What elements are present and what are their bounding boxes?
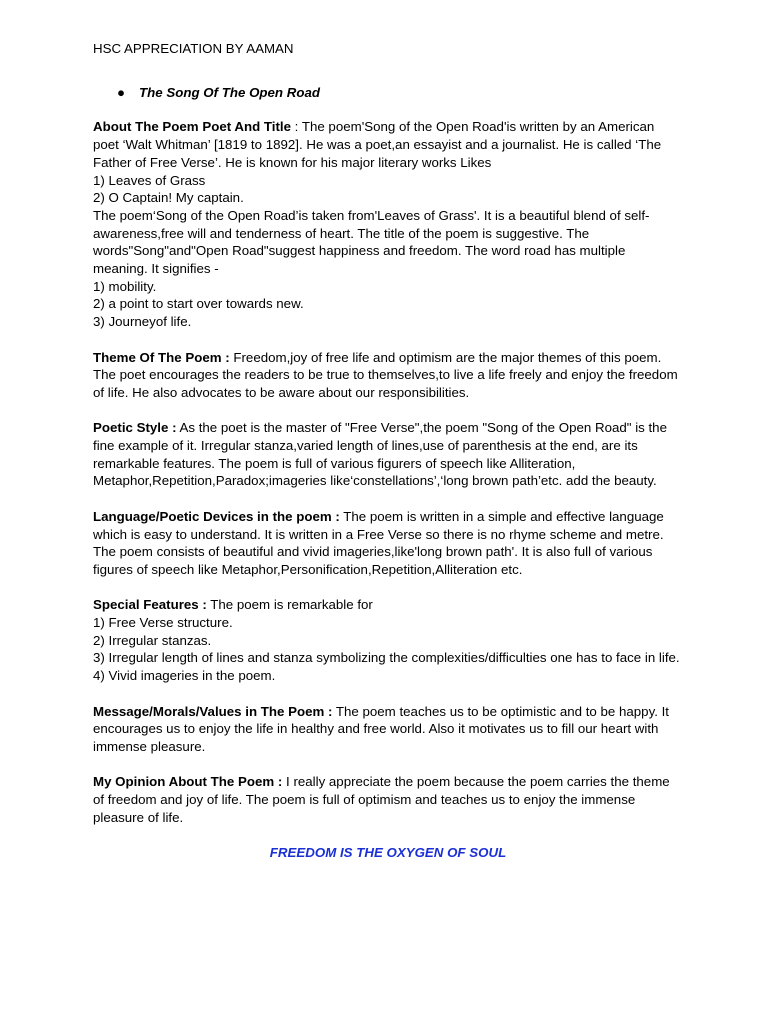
theme-text: Freedom,joy of free life and optimism are the major themes of this poem. The poet encourages the readers to be true to themselves,to live a life freely and enjoy the freedom of life. He also advocates to be aware about our responsibilities.	[93, 349, 678, 400]
features-section	[93, 596, 683, 685]
poem-title: The Song Of The Open Road	[139, 84, 320, 100]
works-item: 2) O Captain! My captain.	[93, 190, 244, 206]
meaning-item: 1) mobility.	[93, 278, 157, 294]
about-text-2: The poem‘Song of the Open Road’is taken from'Leaves of Grass'. It is a beautiful blend of self-awareness,free will and tenderness of heart. The title of the poem is suggestive. The words"Song"and"Open Road"suggest happiness and freedom. The word road has multiple meaning. It signifies -	[93, 207, 650, 277]
poem-title-row	[117, 84, 683, 102]
language-label: Language/Poetic Devices in the poem :	[93, 508, 340, 524]
bullet-icon: ●	[117, 84, 126, 100]
message-text: The poem teaches us to be optimistic and to be happy. It encourages us to enjoy the life in healthy and free world. Also it motivates us to fill our heart with immense pleasure.	[93, 703, 670, 754]
document-header: HSC APPRECIATION BY AAMAN	[93, 41, 294, 56]
features-label: Special Features :	[93, 597, 207, 613]
language-section	[93, 508, 683, 579]
meaning-item: 3) Journeyof life.	[93, 314, 192, 330]
language-text: The poem is written in a simple and effective language which is easy to understand. It is written in a Free Verse so there is no rhyme scheme and metre. The poem consists of beautiful and vivid imageries,like'long brown path'. It is also full of various figures of speech like Metaphor,Personification,Repetition,Alliteration etc.	[93, 508, 664, 577]
works-item: 1) Leaves of Grass	[93, 172, 206, 188]
style-text: As the poet is the master of "Free Verse",the poem "Song of the Open Road" is the fine example of it. Irregular stanza,varied length of lines,use of parenthesis at the end, are its remarkable features. The poem is full of various figurers of speech like Alliteration, Metaphor,Repetition,Paradox;imageries like‘constellations’,‘long brown path’etc. add the beauty.	[93, 420, 667, 489]
about-text: : The poem'Song of the Open Road'is written by an American poet ‘Walt Whitman’ [1819 to 1892]. He was a poet,an essayist and a journalist. He is called ‘The Father of Free Verse’. He is known for his major literary works Likes	[93, 119, 662, 170]
feature-item: 3) Irregular length of lines and stanza symbolizing the complexities/difficulties one has to face in life.	[93, 650, 680, 666]
style-section	[93, 419, 683, 490]
closing-quote: FREEDOM IS THE OXYGEN OF SOUL	[269, 845, 507, 861]
features-text: The poem is remarkable for	[206, 597, 373, 613]
about-label: About The Poem Poet And Title	[93, 119, 291, 135]
feature-item: 2) Irregular stanzas.	[93, 632, 212, 648]
about-section	[93, 118, 683, 330]
meaning-item: 2) a point to start over towards new.	[93, 296, 304, 312]
opinion-section	[93, 773, 683, 826]
document-page	[93, 40, 683, 862]
theme-label: Theme Of The Poem :	[93, 349, 230, 365]
theme-section	[93, 349, 683, 402]
feature-item: 4) Vivid imageries in the poem.	[93, 668, 276, 684]
style-label: Poetic Style :	[93, 420, 177, 436]
opinion-label: My Opinion About The Poem :	[93, 774, 283, 790]
message-label: Message/Morals/Values in The Poem :	[93, 703, 333, 719]
message-section	[93, 703, 683, 756]
feature-item: 1) Free Verse structure.	[93, 615, 233, 631]
opinion-text: I really appreciate the poem because the poem carries the theme of freedom and joy of life. The poem is full of optimism and teaches us to enjoy the immense pleasure of life.	[93, 774, 670, 825]
